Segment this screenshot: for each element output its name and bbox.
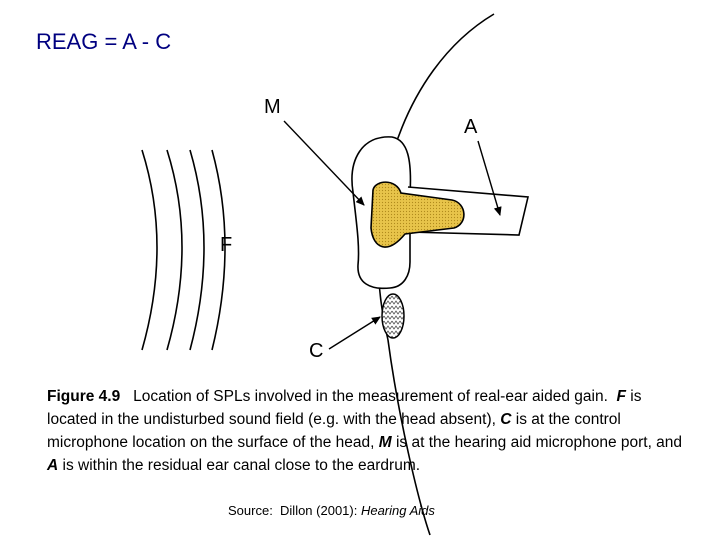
source-citation <box>228 503 435 518</box>
caption-c: C <box>500 411 512 428</box>
sound-wave-arcs <box>142 150 225 350</box>
label-f: F <box>220 234 233 256</box>
control-microphone <box>382 294 404 338</box>
slide-title: REAG = A - C <box>36 29 172 54</box>
arrow-m <box>284 121 364 205</box>
caption-a: A <box>47 457 59 474</box>
caption-text-5: is within the residual ear canal close to the eardrum. <box>58 457 421 474</box>
source-prefix: Source: Dillon (2001): <box>228 503 361 518</box>
figure-caption <box>47 385 687 477</box>
sound-wave-arc-3 <box>190 150 204 350</box>
caption-text-2: is located in the undisturbed sound field (e.g. with the head absent), <box>47 388 642 428</box>
caption-text-1: Location of SPLs involved in the measurement of real-ear aided gain. <box>120 388 617 405</box>
arrow-c <box>329 317 380 349</box>
label-m: M <box>264 96 281 118</box>
caption-f: F <box>616 388 626 405</box>
label-a: A <box>464 116 478 138</box>
caption-text-4: is at the hearing aid microphone port, and <box>391 434 683 451</box>
caption-m: M <box>378 434 392 451</box>
sound-wave-arc-2 <box>167 150 182 350</box>
source-book: Hearing Aids <box>360 503 435 518</box>
caption-text-3: is at the control microphone location on the surface of the head, <box>47 411 621 451</box>
caption-figure-number: Figure 4.9 <box>47 388 121 405</box>
label-c: C <box>309 340 324 362</box>
sound-wave-arc-1 <box>142 150 157 350</box>
